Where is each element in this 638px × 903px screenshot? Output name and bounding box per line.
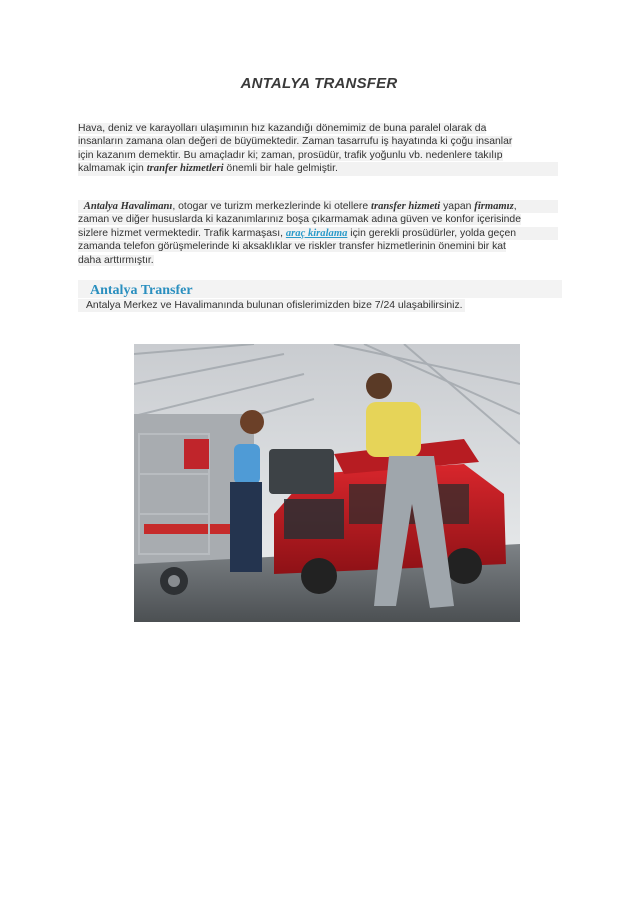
section-title: Antalya Transfer [90, 283, 193, 298]
airport-transfer-photo [134, 344, 520, 622]
emphasis-text: tranfer hizmetleri [146, 163, 224, 175]
emphasis-text: transfer hizmeti [371, 201, 441, 212]
paragraph-line: daha arttırmıştır. [78, 254, 154, 266]
services-paragraph [78, 200, 558, 267]
paragraph-line: için kazanım demektir. Bu amaçladır ki; zaman, prosüdür, trafik yoğunlu vb. nedenlere takılıp [78, 149, 503, 161]
paragraph-text: sizlere hizmet vermektedir. Trafik karmaşası, [78, 227, 286, 239]
intro-paragraph [78, 122, 558, 176]
emphasis-text: Antalya Havalimanı [83, 201, 173, 212]
paragraph-line: zamanda telefon görüşmelerinde ki aksaklıklar ve riskler transfer hizmetlerinin önemini bir kat [78, 241, 506, 253]
page-title: ANTALYA TRANSFER [240, 75, 398, 92]
paragraph-text: kalmamak için [78, 163, 147, 175]
photo-illustration [134, 344, 520, 622]
paragraph-line: Hava, deniz ve karayolları ulaşımının hız kazandığı dönemimiz de buna paralel olarak da [78, 123, 487, 134]
paragraph-text: , [513, 201, 517, 212]
paragraph-text: yapan [440, 201, 475, 212]
arac-kiralama-link[interactable]: araç kiralama [285, 227, 348, 239]
paragraph-text: önemli bir hale gelmiştir. [223, 163, 338, 175]
paragraph-line: insanların zamana olan değeri de büyümektedir. Zaman tasarrufu iş hayatında ki çoğu insanlar [78, 136, 513, 148]
paragraph-line: zaman ve diğer hususlarda ki kazanımlarınız boşa çıkarmamak adına güven ve konfor içerisinde [78, 214, 521, 226]
paragraph-text: , otogar ve turizm merkezlerinde ki otellere [172, 201, 372, 212]
section-text: Antalya Merkez ve Havalimanında bulunan ofislerimizden bize 7/24 ulaşabilirsiniz. [78, 299, 465, 312]
paragraph-text: için gerekli prosüdürler, yolda geçen [347, 227, 517, 239]
emphasis-text: firmamız [474, 201, 514, 212]
